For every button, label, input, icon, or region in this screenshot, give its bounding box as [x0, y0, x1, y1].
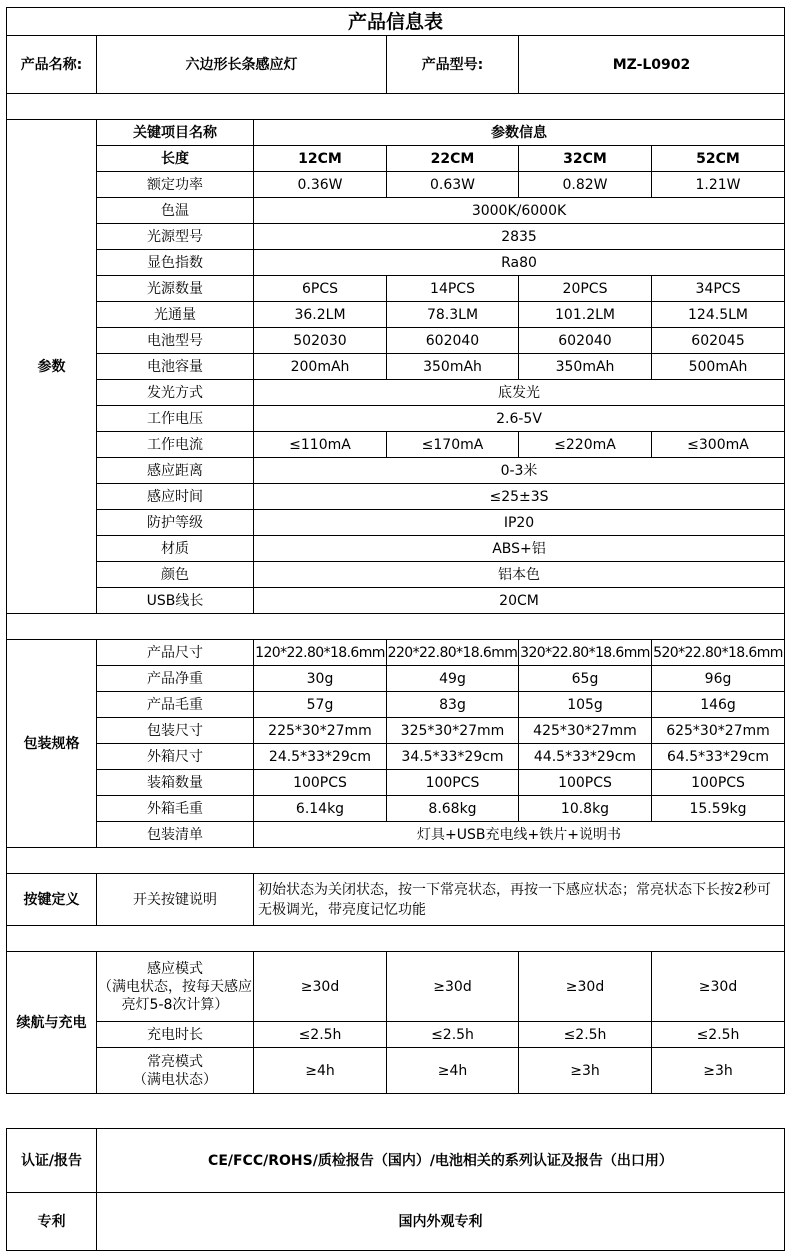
voltage-value: 2.6-5V	[254, 406, 785, 432]
gross-weight-value: 57g	[254, 692, 387, 718]
luminous-flux-value: 78.3LM	[387, 302, 519, 328]
key-item-header: 关键项目名称	[97, 120, 254, 146]
constant-mode-label: 常亮模式 （满电状态）	[97, 1048, 254, 1094]
battery-model-value: 602045	[652, 328, 785, 354]
battery-capacity-label: 电池容量	[97, 354, 254, 380]
gross-weight-value: 146g	[652, 692, 785, 718]
length-label: 长度	[97, 146, 254, 172]
emission-value: 底发光	[254, 380, 785, 406]
charge-time-value: ≤2.5h	[519, 1022, 652, 1048]
rated-power-value: 1.21W	[652, 172, 785, 198]
constant-mode-value: ≥4h	[387, 1048, 519, 1094]
main-table	[6, 7, 785, 1094]
length-value: 32CM	[519, 146, 652, 172]
battery-capacity-value: 500mAh	[652, 354, 785, 380]
certification-table	[6, 1128, 785, 1251]
product-size-value: 120*22.80*18.6mm	[254, 640, 387, 666]
button-desc-label: 开关按键说明	[97, 874, 254, 926]
sensing-mode-value: ≥30d	[254, 952, 387, 1022]
carton-gross-weight-value: 10.8kg	[519, 796, 652, 822]
net-weight-value: 30g	[254, 666, 387, 692]
carton-qty-value: 100PCS	[387, 770, 519, 796]
product-size-value: 320*22.80*18.6mm	[519, 640, 652, 666]
product-size-value: 520*22.80*18.6mm	[652, 640, 785, 666]
battery-model-value: 602040	[387, 328, 519, 354]
spacer-row	[7, 614, 785, 640]
light-source-model-label: 光源型号	[97, 224, 254, 250]
packing-list-value: 灯具+USB充电线+铁片+说明书	[254, 822, 785, 848]
carton-qty-value: 100PCS	[254, 770, 387, 796]
protection-value: IP20	[254, 510, 785, 536]
color-temp-label: 色温	[97, 198, 254, 224]
packing-section-label: 包装规格	[7, 640, 97, 848]
constant-mode-value: ≥3h	[652, 1048, 785, 1094]
patent-label: 专利	[7, 1193, 97, 1251]
rated-power-value: 0.82W	[519, 172, 652, 198]
battery-capacity-value: 200mAh	[254, 354, 387, 380]
color-temp-value: 3000K/6000K	[254, 198, 785, 224]
light-source-qty-value: 34PCS	[652, 276, 785, 302]
current-value: ≤300mA	[652, 432, 785, 458]
gross-weight-label: 产品毛重	[97, 692, 254, 718]
carton-gross-weight-value: 8.68kg	[387, 796, 519, 822]
param-info-header: 参数信息	[254, 120, 785, 146]
gross-weight-value: 83g	[387, 692, 519, 718]
current-value: ≤110mA	[254, 432, 387, 458]
carton-size-value: 34.5*33*29cm	[387, 744, 519, 770]
light-source-qty-value: 14PCS	[387, 276, 519, 302]
length-value: 12CM	[254, 146, 387, 172]
luminous-flux-value: 36.2LM	[254, 302, 387, 328]
sensing-time-label: 感应时间	[97, 484, 254, 510]
emission-label: 发光方式	[97, 380, 254, 406]
carton-size-value: 44.5*33*29cm	[519, 744, 652, 770]
cri-label: 显色指数	[97, 250, 254, 276]
certification-label: 认证/报告	[7, 1129, 97, 1193]
carton-gross-weight-label: 外箱毛重	[97, 796, 254, 822]
product-model-value: MZ-L0902	[519, 36, 785, 94]
carton-size-value: 24.5*33*29cm	[254, 744, 387, 770]
carton-qty-value: 100PCS	[652, 770, 785, 796]
carton-size-label: 外箱尺寸	[97, 744, 254, 770]
product-size-value: 220*22.80*18.6mm	[387, 640, 519, 666]
rated-power-value: 0.36W	[254, 172, 387, 198]
sensing-mode-value: ≥30d	[652, 952, 785, 1022]
certification-value: CE/FCC/ROHS/质检报告（国内）/电池相关的系列认证及报告（出口用）	[97, 1129, 785, 1193]
package-size-value: 325*30*27mm	[387, 718, 519, 744]
button-section-label: 按键定义	[7, 874, 97, 926]
material-label: 材质	[97, 536, 254, 562]
color-label: 颜色	[97, 562, 254, 588]
light-source-qty-value: 20PCS	[519, 276, 652, 302]
usb-length-value: 20CM	[254, 588, 785, 614]
page-title: 产品信息表	[7, 8, 785, 36]
charge-time-label: 充电时长	[97, 1022, 254, 1048]
product-name-label: 产品名称:	[7, 36, 97, 94]
usb-length-label: USB线长	[97, 588, 254, 614]
current-value: ≤220mA	[519, 432, 652, 458]
charge-time-value: ≤2.5h	[254, 1022, 387, 1048]
package-size-value: 625*30*27mm	[652, 718, 785, 744]
carton-size-value: 64.5*33*29cm	[652, 744, 785, 770]
carton-gross-weight-value: 6.14kg	[254, 796, 387, 822]
net-weight-value: 49g	[387, 666, 519, 692]
rated-power-label: 额定功率	[97, 172, 254, 198]
sensing-mode-value: ≥30d	[519, 952, 652, 1022]
luminous-flux-label: 光通量	[97, 302, 254, 328]
package-size-label: 包装尺寸	[97, 718, 254, 744]
net-weight-label: 产品净重	[97, 666, 254, 692]
battery-model-value: 602040	[519, 328, 652, 354]
material-value: ABS+铝	[254, 536, 785, 562]
luminous-flux-value: 101.2LM	[519, 302, 652, 328]
carton-qty-value: 100PCS	[519, 770, 652, 796]
protection-label: 防护等级	[97, 510, 254, 536]
button-desc-value: 初始状态为关闭状态，按一下常亮状态，再按一下感应状态；常亮状态下长按2秒可无极调光，带亮度记忆功能	[254, 874, 785, 926]
package-size-value: 425*30*27mm	[519, 718, 652, 744]
product-model-label: 产品型号:	[387, 36, 519, 94]
net-weight-value: 96g	[652, 666, 785, 692]
battery-model-label: 电池型号	[97, 328, 254, 354]
charge-time-value: ≤2.5h	[652, 1022, 785, 1048]
light-source-qty-value: 6PCS	[254, 276, 387, 302]
sensing-distance-value: 0-3米	[254, 458, 785, 484]
packing-list-label: 包装清单	[97, 822, 254, 848]
battery-capacity-value: 350mAh	[387, 354, 519, 380]
current-value: ≤170mA	[387, 432, 519, 458]
carton-qty-label: 装箱数量	[97, 770, 254, 796]
rated-power-value: 0.63W	[387, 172, 519, 198]
sensing-mode-label: 感应模式 （满电状态，按每天感应亮灯5-8次计算）	[97, 952, 254, 1022]
gross-weight-value: 105g	[519, 692, 652, 718]
light-source-model-value: 2835	[254, 224, 785, 250]
params-section-label: 参数	[7, 120, 97, 614]
length-value: 22CM	[387, 146, 519, 172]
sensing-distance-label: 感应距离	[97, 458, 254, 484]
product-size-label: 产品尺寸	[97, 640, 254, 666]
cri-value: Ra80	[254, 250, 785, 276]
patent-value: 国内外观专利	[97, 1193, 785, 1251]
constant-mode-value: ≥4h	[254, 1048, 387, 1094]
net-weight-value: 65g	[519, 666, 652, 692]
light-source-qty-label: 光源数量	[97, 276, 254, 302]
constant-mode-value: ≥3h	[519, 1048, 652, 1094]
voltage-label: 工作电压	[97, 406, 254, 432]
current-label: 工作电流	[97, 432, 254, 458]
spacer-row	[7, 94, 785, 120]
color-value: 铝本色	[254, 562, 785, 588]
carton-gross-weight-value: 15.59kg	[652, 796, 785, 822]
charge-time-value: ≤2.5h	[387, 1022, 519, 1048]
package-size-value: 225*30*27mm	[254, 718, 387, 744]
spacer-row	[7, 848, 785, 874]
length-value: 52CM	[652, 146, 785, 172]
luminous-flux-value: 124.5LM	[652, 302, 785, 328]
product-name-value: 六边形长条感应灯	[97, 36, 387, 94]
spacer-row	[7, 926, 785, 952]
sensing-time-value: ≤25±3S	[254, 484, 785, 510]
endurance-section-label: 续航与充电	[7, 952, 97, 1094]
battery-capacity-value: 350mAh	[519, 354, 652, 380]
battery-model-value: 502030	[254, 328, 387, 354]
sensing-mode-value: ≥30d	[387, 952, 519, 1022]
